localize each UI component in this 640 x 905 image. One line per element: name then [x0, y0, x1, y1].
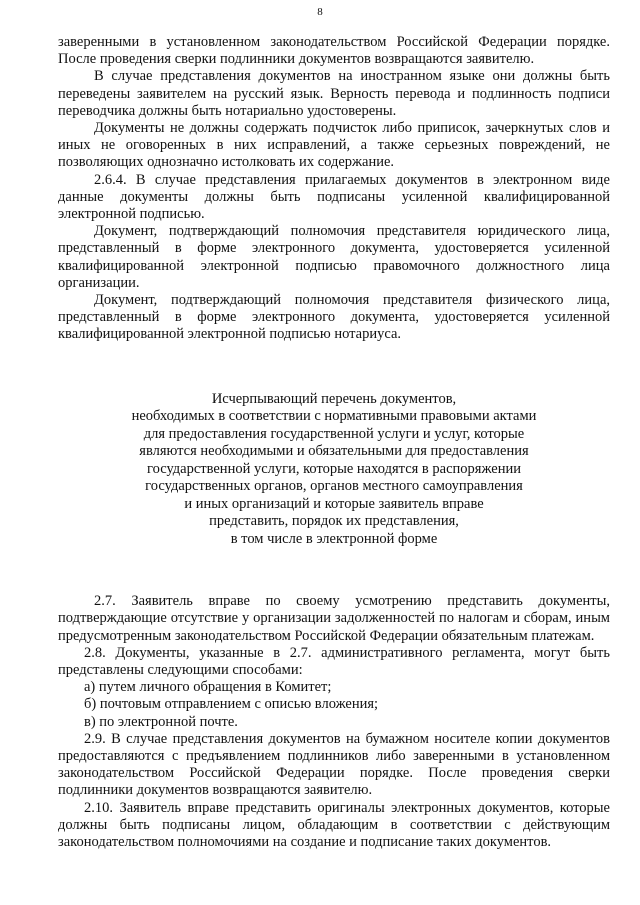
paragraph: В случае представления документов на иностранном языке они должны быть переведены заявителем на русский язык. Верность перевода и подлинность подписи переводчика должны быть нотариально удостоверены.	[58, 68, 610, 119]
page-number: 8	[317, 6, 323, 18]
heading-line: в том числе в электронной форме	[230, 530, 438, 547]
paragraph: Документ, подтверждающий полномочия представителя юридического лица, представленный в форме электронного документа, удостоверяется усиленной квалифицированной электронной подписью правомочного должностного лица организации.	[58, 223, 610, 291]
paragraph: заверенными в установленном законодательством Российской Федерации порядке. После проведения сверки подлинники документов возвращаются заявителю.	[58, 34, 610, 68]
paragraph: б) почтовым отправлением с описью вложения;	[84, 696, 379, 713]
section-heading	[58, 391, 610, 549]
paragraph: в) по электронной почте.	[84, 713, 238, 730]
document-body	[58, 34, 610, 851]
top-section	[58, 34, 610, 344]
heading-line: и иных организаций и которые заявитель вправе	[184, 495, 484, 512]
heading-line: для предоставления государственной услуги и услуг, которые	[143, 425, 525, 442]
heading-line: государственных органов, органов местного самоуправления	[145, 478, 523, 495]
heading-line: представить, порядок их представления,	[209, 513, 459, 530]
paragraph: 2.6.4. В случае представления прилагаемых документов в электронном виде данные документы должны быть подписаны усиленной квалифицированной электронной подписью.	[58, 171, 610, 223]
heading-line: государственной услуги, которые находятся в распоряжении	[147, 460, 521, 477]
heading-line: являются необходимыми и обязательными для предоставления	[139, 443, 529, 460]
paragraph: 2.7. Заявитель вправе по своему усмотрению представить документы, подтверждающие отсутствие у организации задолженностей по налогам и сборам, иным предусмотренным законодательством Российской Федерации обязательным платежам.	[58, 593, 610, 644]
heading-line: Исчерпывающий перечень документов,	[211, 390, 457, 407]
paragraph: 2.8. Документы, указанные в 2.7. административного регламента, могут быть представлены следующими способами:	[58, 644, 610, 678]
paragraph: а) путем личного обращения в Комитет;	[84, 679, 332, 696]
bottom-section	[58, 593, 610, 851]
paragraph: 2.10. Заявитель вправе представить оригиналы электронных документов, которые должны быть подписаны лицом, обладающим в соответствии с действующим законодательством полномочиями на создание и подписание таких документов.	[58, 799, 610, 850]
paragraph: Документ, подтверждающий полномочия представителя физического лица, представленный в форме электронного документа, удостоверяется усиленной квалифицированной электронной подписью нотариуса.	[58, 292, 610, 343]
heading-line: необходимых в соответствии с нормативными правовыми актами	[131, 408, 537, 425]
paragraph: 2.9. В случае представления документов на бумажном носителе копии документов предоставляются с предъявлением подлинников либо заверенными в установленном законодательством Российской Федерации порядке. После проведения сверки подлинники документов возвращаются заявителю.	[58, 730, 610, 799]
paragraph: Документы не должны содержать подчисток либо приписок, зачеркнутых слов и иных не оговоренных в них исправлений, а также серьезных повреждений, не позволяющих однозначно истолковать их содержание.	[58, 120, 610, 171]
